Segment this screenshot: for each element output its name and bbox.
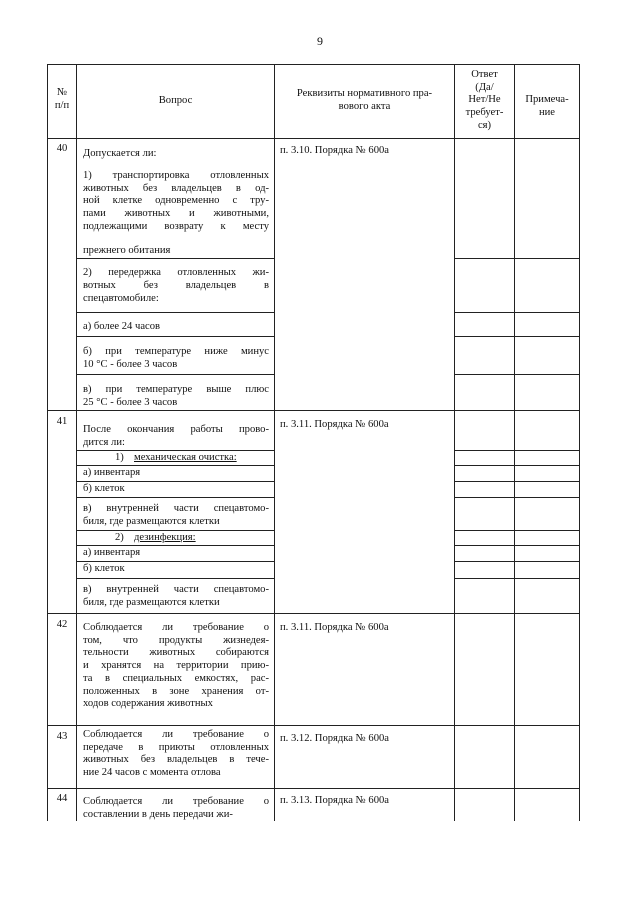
question-text: 2) передержка отловленных жи- вотных без владельцев в <box>83 267 269 291</box>
sub-row-divider <box>76 374 275 375</box>
sub-row-divider <box>454 258 580 259</box>
sub-row-divider <box>454 530 580 531</box>
page-number: 9 <box>317 34 323 48</box>
sub-row-divider <box>454 561 580 562</box>
column-divider <box>76 64 77 821</box>
row-requisite: п. 3.11. Порядка № 600а <box>280 622 389 633</box>
row-requisite: п. 3.12. Порядка № 600а <box>280 733 389 744</box>
question-text: а) инвентаря <box>83 467 141 478</box>
question-text: б) клеток <box>83 563 125 574</box>
row-number: 42 <box>56 619 68 630</box>
question-text: в) внутренней части спецавтомо- <box>83 584 269 595</box>
header-note: Примеча- ние <box>525 94 569 118</box>
question-text: б) клеток <box>83 483 125 494</box>
question-text: Соблюдается ли требование о <box>83 796 269 807</box>
question-text: спецавтомобиле: <box>83 293 159 304</box>
subsection-title: дезинфекция: <box>134 532 196 543</box>
sub-row-divider <box>76 578 275 579</box>
sub-row-divider <box>454 578 580 579</box>
sub-row-divider <box>454 450 580 451</box>
question-text: в) внутренней части спецавтомо- <box>83 503 269 514</box>
question-text: б) при температуре ниже минус <box>83 346 269 357</box>
table-border-top <box>47 64 580 65</box>
header-question: Вопрос <box>158 95 193 106</box>
header-answer: Ответ (Да/ Нет/Не требует- ся) <box>465 69 504 131</box>
question-text: ходов содержания животных <box>83 698 213 709</box>
sub-row-divider <box>76 561 275 562</box>
question-text: биля, где размещаются клетки <box>83 516 220 527</box>
row-divider <box>47 788 580 789</box>
question-text: в) при температуре выше плюс <box>83 384 269 395</box>
row-number: 44 <box>56 793 68 804</box>
row-number: 41 <box>56 416 68 427</box>
sub-row-divider <box>454 336 580 337</box>
question-text: биля, где размещаются клетки <box>83 597 220 608</box>
sub-row-divider <box>76 336 275 337</box>
row-divider <box>47 725 580 726</box>
sub-row-divider <box>454 465 580 466</box>
sub-row-divider <box>76 312 275 313</box>
row-requisite: п. 3.11. Порядка № 600а <box>280 419 389 430</box>
column-divider <box>514 64 515 821</box>
sub-row-divider <box>454 481 580 482</box>
row-divider <box>47 138 580 139</box>
question-text: а) более 24 часов <box>83 321 161 332</box>
header-number: № п/п <box>54 87 70 111</box>
sub-row-divider <box>76 497 275 498</box>
sub-row-divider <box>454 497 580 498</box>
question-text: дится ли: <box>83 437 125 448</box>
table-border-right <box>579 64 580 821</box>
question-text: а) инвентаря <box>83 547 141 558</box>
header-requisites: Реквизиты нормативного пра- вового акта <box>296 88 433 112</box>
question-text: 1) транспортировка отловленных животных без владельцев в од- ной клетке одновременно с тру- пами животных и животными, подлежащими возврату к месту <box>83 170 269 232</box>
sub-row-divider <box>76 465 275 466</box>
question-text: ние 24 часов с момента отлова <box>83 767 221 778</box>
subsection-number: 2) <box>115 532 124 543</box>
sub-row-divider <box>76 545 275 546</box>
question-text: 25 °С - более 3 часов <box>83 397 178 408</box>
question-text: прежнего обитания <box>83 245 171 256</box>
row-number: 40 <box>56 143 68 154</box>
question-text: Соблюдается ли требование о передаче в приюты отловленных животных без владельцев в тече- <box>83 729 269 766</box>
question-text: составлении в день передачи жи- <box>83 809 233 820</box>
sub-row-divider <box>76 450 275 451</box>
row-requisite: п. 3.13. Порядка № 600а <box>280 795 389 806</box>
question-text: 10 °С - более 3 часов <box>83 359 178 370</box>
sub-row-divider <box>454 312 580 313</box>
row-requisite: п. 3.10. Порядка № 600а <box>280 145 389 156</box>
column-divider <box>274 64 275 821</box>
sub-row-divider <box>454 374 580 375</box>
sub-row-divider <box>76 530 275 531</box>
sub-row-divider <box>76 481 275 482</box>
row-divider <box>47 410 580 411</box>
subsection-title: механическая очистка: <box>134 452 237 463</box>
table-border-left <box>47 64 48 821</box>
sub-row-divider <box>454 545 580 546</box>
question-text: После окончания работы прово- <box>83 424 269 435</box>
column-divider <box>454 64 455 821</box>
question-text: Соблюдается ли требование о том, что продукты жизнедея- тельности животных собираются и хранятся на территории прию- та в специальных емкостях, рас- положенных в зоне хранения от- <box>83 622 269 697</box>
subsection-number: 1) <box>115 452 124 463</box>
sub-row-divider <box>76 258 275 259</box>
row-number: 43 <box>56 731 68 742</box>
question-text: Допускается ли: <box>83 148 157 159</box>
row-divider <box>47 613 580 614</box>
